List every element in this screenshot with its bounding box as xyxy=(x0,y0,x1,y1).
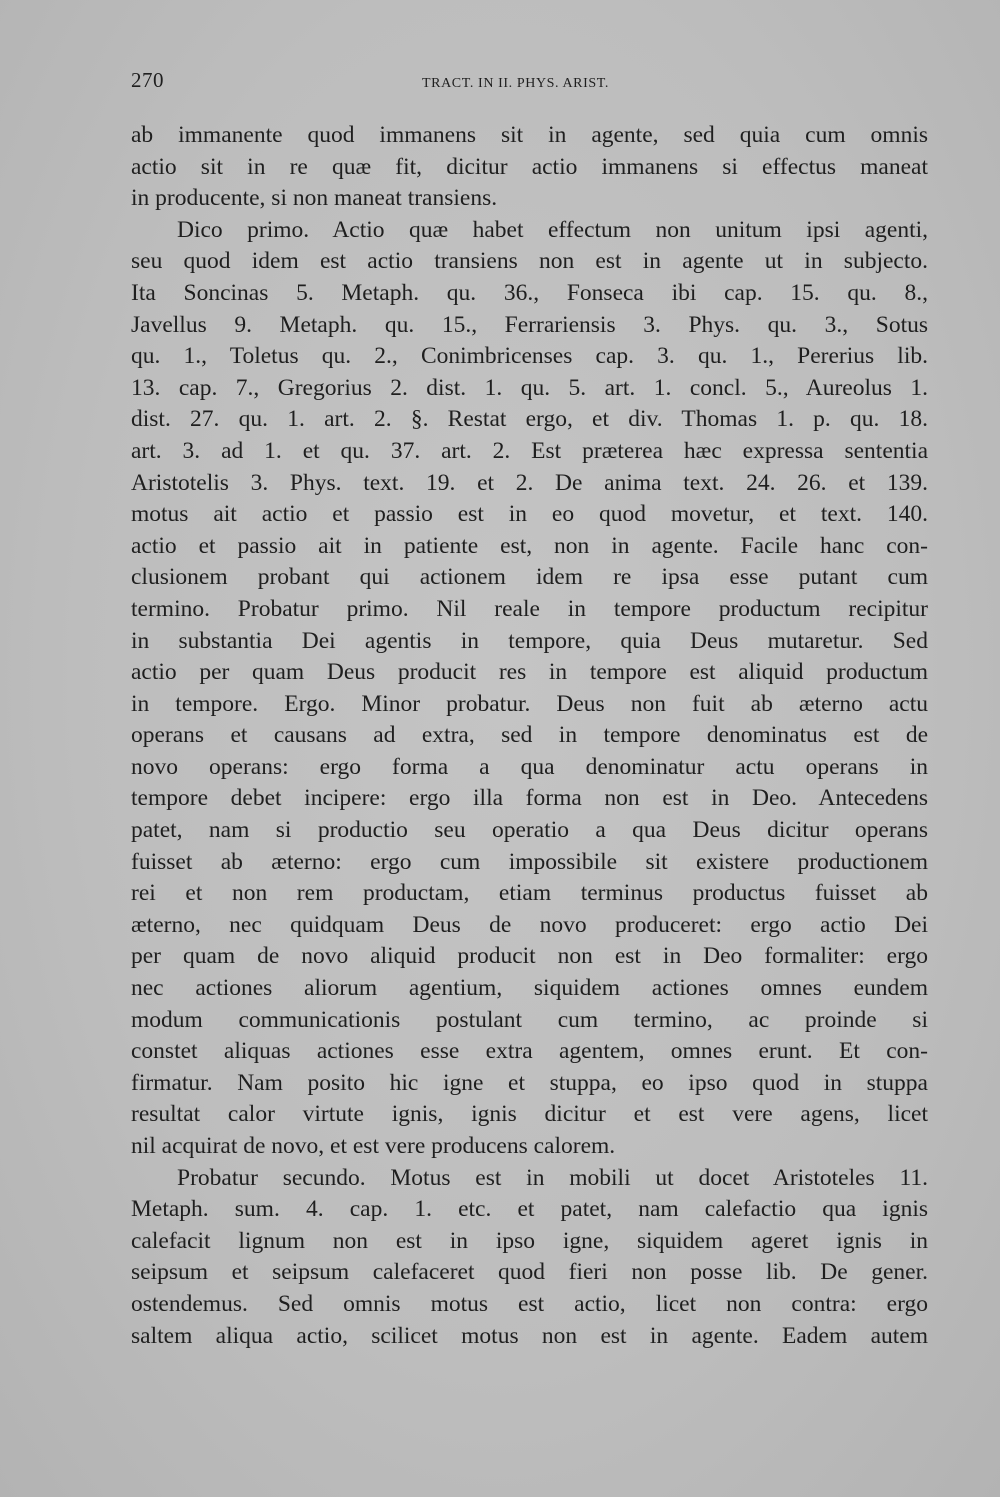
text-line: Ita Soncinas 5. Metaph. qu. 36., Fonseca ibi cap. 15. qu. 8., xyxy=(131,279,928,306)
text-line: firmatur. Nam posito hic igne et stuppa, eo ipso quod in stuppa xyxy=(131,1069,928,1096)
text-line: nil acquirat de novo, et est vere producens calorem. xyxy=(131,1133,616,1159)
text-line: clusionem probant qui actionem idem re ipsa esse putant cum xyxy=(131,564,928,591)
text-line: tempore debet incipere: ergo illa forma non est in Deo. Antecedens xyxy=(131,785,928,812)
text-line: actio per quam Deus producit res in tempore est aliquid productum xyxy=(131,659,928,686)
running-head xyxy=(131,68,928,98)
text-line: actio sit in re quæ fit, dicitur actio immanens si effectus maneat xyxy=(131,153,928,180)
text-line: in tempore. Ergo. Minor probatur. Deus non fuit ab æterno actu xyxy=(131,690,928,717)
text-line: 13. cap. 7., Gregorius 2. dist. 1. qu. 5. art. 1. concl. 5., Aureolus 1. xyxy=(131,374,928,401)
text-line: resultat calor virtute ignis, ignis dicitur et est vere agens, licet xyxy=(131,1101,928,1128)
text-line: motus ait actio et passio est in eo quod movetur, et text. 140. xyxy=(131,501,928,528)
text-line: constet aliquas actiones esse extra agentem, omnes erunt. Et con- xyxy=(131,1038,928,1065)
text-line: novo operans: ergo forma a qua denominatur actu operans in xyxy=(131,753,928,780)
text-line: seipsum et seipsum calefaceret quod fieri non posse lib. De gener. xyxy=(131,1259,928,1286)
text-line: per quam de novo aliquid producit non est in Deo formaliter: ergo xyxy=(131,943,928,970)
text-line: ab immanente quod immanens sit in agente, sed quia cum omnis xyxy=(131,122,928,148)
text-line: dist. 27. qu. 1. art. 2. §. Restat ergo, et div. Thomas 1. p. qu. 18. xyxy=(131,406,928,433)
text-line: Aristotelis 3. Phys. text. 19. et 2. De anima text. 24. 26. et 139. xyxy=(131,469,928,496)
text-line: Javellus 9. Metaph. qu. 15., Ferrariensis 3. Phys. qu. 3., Sotus xyxy=(131,311,928,338)
text-line: Dico primo. Actio quæ habet effectum non unitum ipsi agenti, xyxy=(177,216,928,243)
text-line: in producente, si non maneat transiens. xyxy=(131,185,498,212)
text-line: art. 3. ad 1. et qu. 37. art. 2. Est præterea hæc expressa sententia xyxy=(131,437,928,464)
text-line: Metaph. sum. 4. cap. 1. etc. et patet, nam calefactio qua ignis xyxy=(131,1196,928,1223)
running-title: TRACT. IN II. PHYS. ARIST. xyxy=(422,76,609,91)
text-line: modum communicationis postulant cum termino, ac proinde si xyxy=(131,1006,928,1033)
text-line: fuisset ab æterno: ergo cum impossibile sit existere productionem xyxy=(131,848,928,875)
text-line: rei et non rem productam, etiam terminus productus fuisset ab xyxy=(131,880,928,907)
text-line: in substantia Dei agentis in tempore, quia Deus mutaretur. Sed xyxy=(131,627,928,654)
text-line: actio et passio ait in patiente est, non in agente. Facile hanc con- xyxy=(131,532,928,559)
text-line: patet, nam si productio seu operatio a qua Deus dicitur operans xyxy=(131,817,928,844)
text-line: termino. Probatur primo. Nil reale in tempore productum recipitur xyxy=(131,595,928,622)
text-line: æterno, nec quidquam Deus de novo produceret: ergo actio Dei xyxy=(131,911,928,938)
text-line: Probatur secundo. Motus est in mobili ut docet Aristoteles 11. xyxy=(177,1164,928,1191)
text-line: saltem aliqua actio, scilicet motus non est in agente. Eadem autem xyxy=(131,1322,928,1349)
page-number: 270 xyxy=(131,68,164,92)
body-text xyxy=(131,120,928,1352)
text-line: seu quod idem est actio transiens non est in agente ut in subjecto. xyxy=(131,248,928,275)
text-line: qu. 1., Toletus qu. 2., Conimbricenses cap. 3. qu. 1., Pererius lib. xyxy=(131,343,928,370)
text-line: ostendemus. Sed omnis motus est actio, licet non contra: ergo xyxy=(131,1290,928,1317)
text-line: operans et causans ad extra, sed in tempore denominatus est de xyxy=(131,722,928,749)
text-line: calefacit lignum non est in ipso igne, siquidem ageret ignis in xyxy=(131,1227,928,1254)
text-line: nec actiones aliorum agentium, siquidem actiones omnes eundem xyxy=(131,975,928,1002)
